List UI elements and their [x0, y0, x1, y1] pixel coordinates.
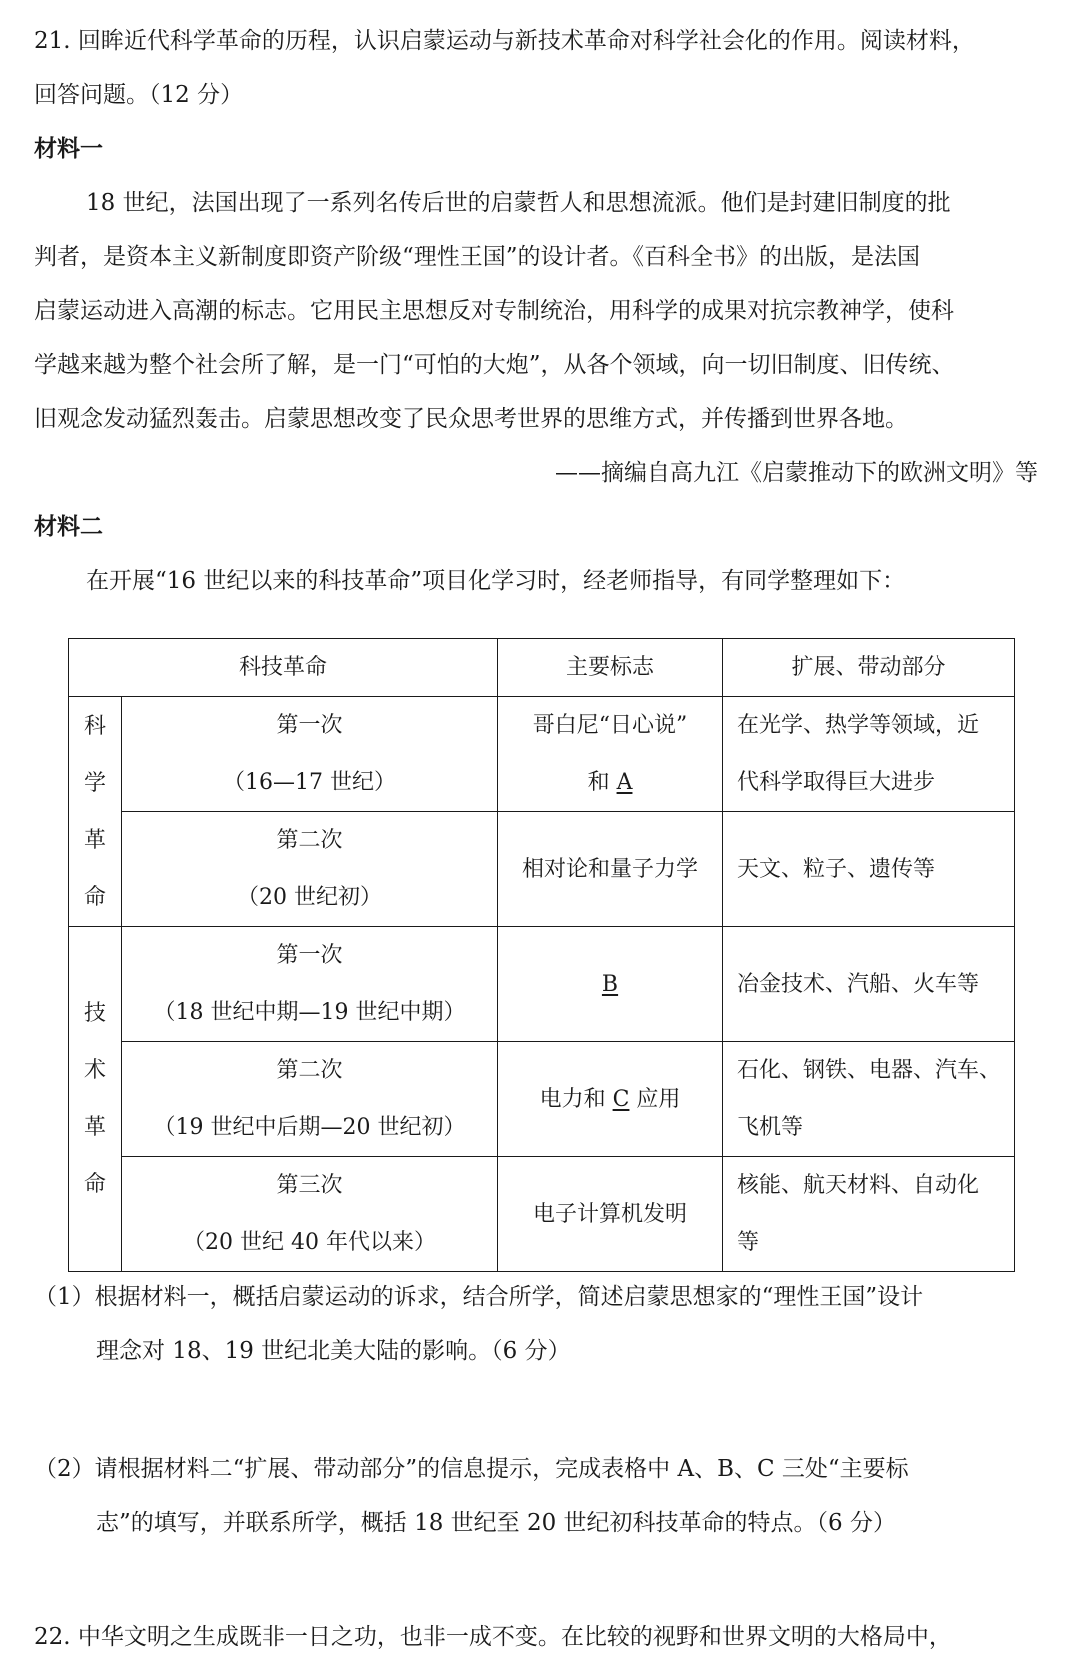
extension-cell: 天文、粒子、遗传等 — [723, 812, 1015, 927]
revolution-name-cell: 第一次 （16—17 世纪） — [122, 697, 498, 812]
table-row — [69, 1157, 1015, 1272]
sub-question-1-line-1: （1）根据材料一，概括启蒙运动的诉求，结合所学，简述启蒙思想家的“理性王国”设计 — [34, 1284, 924, 1310]
table-row — [69, 927, 1015, 1042]
group-label-science-revolution: 科 学 革 命 — [69, 697, 122, 927]
material-1-line-1: 18 世纪，法国出现了一系列名传后世的启蒙哲人和思想流派。他们是封建旧制度的批 — [86, 190, 951, 216]
table-row — [69, 812, 1015, 927]
extension-cell: 石化、钢铁、电器、汽车、 飞机等 — [723, 1042, 1015, 1157]
extension-cell: 冶金技术、汽船、火车等 — [723, 927, 1015, 1042]
table-header-extension: 扩展、带动部分 — [723, 639, 1015, 697]
group-label-tech-revolution: 技 术 革 命 — [69, 927, 122, 1272]
material-2-heading: 材料二 — [34, 514, 103, 540]
main-sign-cell: 相对论和量子力学 — [498, 812, 723, 927]
table-row — [69, 697, 1015, 812]
table-header-main-sign: 主要标志 — [498, 639, 723, 697]
extension-cell: 在光学、热学等领域，近 代科学取得巨大进步 — [723, 697, 1015, 812]
material-1-line-4: 学越来越为整个社会所了解，是一门“可怕的大炮”，从各个领域，向一切旧制度、旧传统、 — [34, 352, 955, 378]
sub-question-2-line-2: 志”的填写，并联系所学，概括 18 世纪至 20 世纪初科技革命的特点。（6 分） — [96, 1510, 896, 1536]
question-21-intro-line-1: 21. 回眸近代科学革命的历程，认识启蒙运动与新技术革命对科学社会化的作用。阅读材料， — [34, 28, 975, 54]
sub-question-1-line-2: 理念对 18、19 世纪北美大陆的影响。（6 分） — [96, 1338, 571, 1364]
question-22-line-1: 22. 中华文明之生成既非一日之功，也非一成不变。在比较的视野和世界文明的大格局中， — [34, 1624, 952, 1650]
material-1-line-3: 启蒙运动进入高潮的标志。它用民主思想反对专制统治，用科学的成果对抗宗教神学，使科 — [34, 298, 954, 324]
extension-cell: 核能、航天材料、自动化 等 — [723, 1157, 1015, 1272]
material-1-line-2: 判者，是资本主义新制度即资产阶级“理性王国”的设计者。《百科全书》的出版，是法国 — [34, 244, 921, 270]
table-header-row — [69, 639, 1015, 697]
revolution-name-cell: 第三次 （20 世纪 40 年代以来） — [122, 1157, 498, 1272]
main-sign-cell — [498, 927, 723, 1042]
table-row — [69, 1042, 1015, 1157]
material-1-source: ——摘编自高九江《启蒙推动下的欧洲文明》等 — [555, 460, 1038, 486]
main-sign-cell: 哥白尼“日心说” 和 A — [498, 697, 723, 812]
material-2-intro: 在开展“16 世纪以来的科技革命”项目化学习时，经老师指导，有同学整理如下： — [86, 568, 906, 594]
main-sign-cell: 电力和 C 应用 — [498, 1042, 723, 1157]
material-1-heading: 材料一 — [34, 136, 103, 162]
material-1-line-5: 旧观念发动猛烈轰击。启蒙思想改变了民众思考世界的思维方式，并传播到世界各地。 — [34, 406, 908, 432]
question-21-intro-line-2: 回答问题。（12 分） — [34, 82, 244, 108]
blank-a: A — [616, 770, 633, 795]
sub-question-2-line-1: （2）请根据材料二“扩展、带动部分”的信息提示，完成表格中 A、B、C 三处“主要标 — [34, 1456, 909, 1482]
revolution-name-cell: 第一次 （18 世纪中期—19 世纪中期） — [122, 927, 498, 1042]
main-sign-cell: 电子计算机发明 — [498, 1157, 723, 1272]
tech-revolution-table — [68, 638, 1015, 1272]
revolution-name-cell: 第二次 （19 世纪中后期—20 世纪初） — [122, 1042, 498, 1157]
blank-c: C — [612, 1086, 630, 1112]
table-header-revolution: 科技革命 — [69, 639, 498, 697]
revolution-name-cell: 第二次 （20 世纪初） — [122, 812, 498, 927]
blank-b: B — [601, 971, 619, 997]
